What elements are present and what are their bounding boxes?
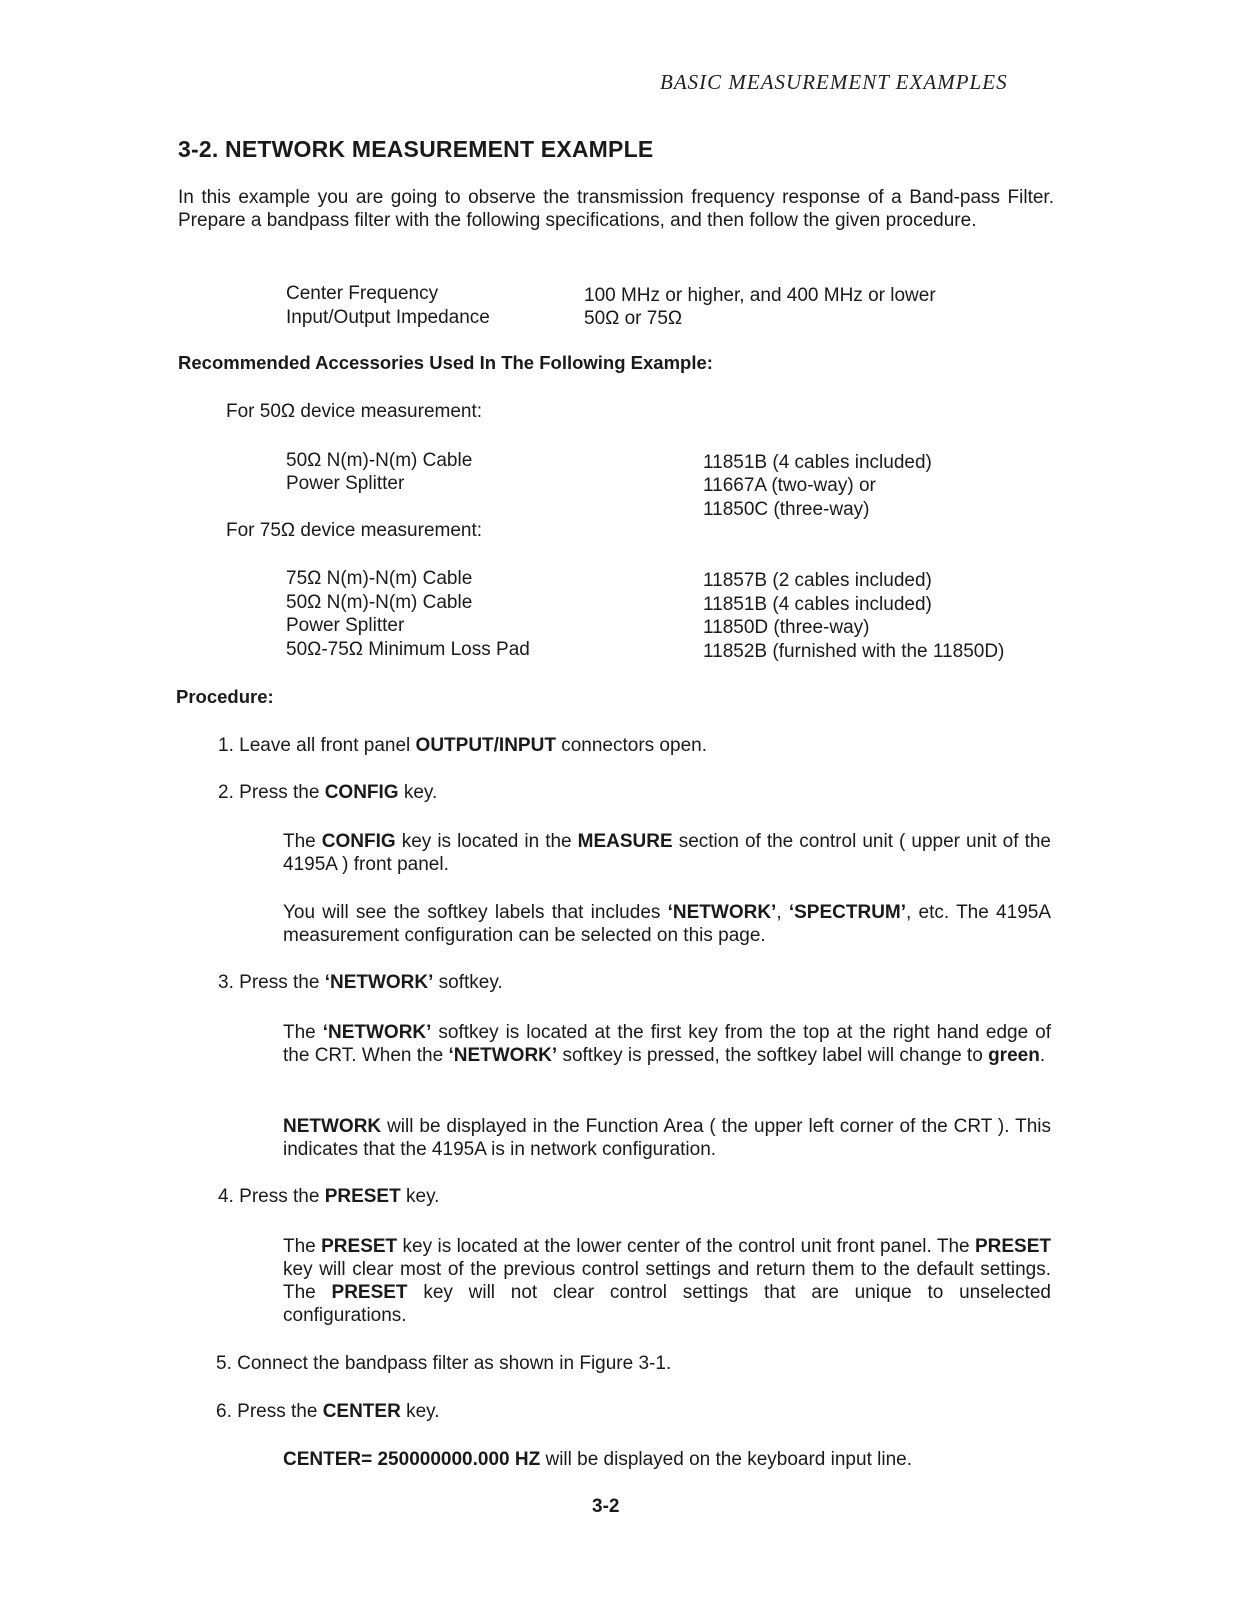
step-number: 6. bbox=[216, 1401, 232, 1422]
step-text: connectors open. bbox=[555, 735, 707, 756]
key-name: CONFIG bbox=[324, 782, 399, 803]
softkey-labels-note: You will see the softkey labels that includes ‘NETWORK’, ‘SPECTRUM’, etc. The 4195A measurement configuration can be selected on this page. bbox=[283, 902, 1051, 946]
step-text: Press the bbox=[239, 782, 325, 803]
spec-value-center-frequency: 100 MHz or higher, and 400 MHz or lower bbox=[584, 285, 936, 306]
step-text: key. bbox=[400, 1186, 440, 1207]
group-50-item-name: 50Ω N(m)-N(m) Cable bbox=[286, 450, 473, 471]
key-name: PRESET bbox=[324, 1186, 401, 1207]
group-50-item-part: 11850C (three-way) bbox=[703, 499, 870, 520]
spec-label-impedance: Input/Output Impedance bbox=[286, 307, 490, 328]
preset-location-note: The PRESET key is located at the lower center of the control unit front panel. The PRESET key will clear most of the previous control settings and return them to the default settings. The PRESET key will not clear control settings that are unique to unselected configurations. bbox=[283, 1236, 1051, 1326]
group-75-heading: For 75Ω device measurement: bbox=[226, 520, 483, 541]
step-number: 5. bbox=[216, 1353, 232, 1374]
accessories-heading: Recommended Accessories Used In The Following Example: bbox=[178, 352, 713, 373]
step-6 bbox=[216, 1400, 440, 1423]
step-4 bbox=[218, 1185, 439, 1208]
config-location-note: The CONFIG key is located in the MEASURE section of the control unit ( upper unit of the 4195A ) front panel. bbox=[283, 831, 1051, 875]
procedure-heading: Procedure: bbox=[176, 686, 274, 707]
step-text: Connect the bandpass filter as shown in Figure 3-1. bbox=[237, 1353, 672, 1374]
key-name: OUTPUT/INPUT bbox=[415, 735, 556, 756]
intro-paragraph: In this example you are going to observe the transmission frequency response of a Band-pass Filter. Prepare a bandpass filter with the following specifications, and then follow the given procedure. bbox=[178, 187, 1054, 231]
step-text: Press the bbox=[237, 1401, 323, 1422]
step-text: key. bbox=[398, 782, 438, 803]
step-number: 1. bbox=[218, 735, 234, 756]
network-location-note: The ‘NETWORK’ softkey is located at the first key from the top at the right hand edge of the CRT. When the ‘NETWORK’ softkey is pressed, the softkey label will change to green. bbox=[283, 1022, 1051, 1066]
step-2 bbox=[218, 781, 437, 804]
group-50-item-name: Power Splitter bbox=[286, 473, 405, 494]
step-5 bbox=[216, 1352, 671, 1375]
step-text: key. bbox=[400, 1401, 440, 1422]
group-75-item-name: Power Splitter bbox=[286, 615, 405, 636]
step-text: Press the bbox=[239, 972, 325, 993]
group-75-item-part: 11851B (4 cables included) bbox=[703, 594, 932, 615]
group-50-heading: For 50Ω device measurement: bbox=[226, 401, 483, 422]
step-number: 3. bbox=[218, 972, 234, 993]
group-75-item-part: 11852B (furnished with the 11850D) bbox=[703, 641, 1005, 662]
spec-value-impedance: 50Ω or 75Ω bbox=[584, 308, 683, 329]
step-number: 2. bbox=[218, 782, 234, 803]
group-75-item-name: 50Ω N(m)-N(m) Cable bbox=[286, 592, 473, 613]
group-75-item-name: 50Ω-75Ω Minimum Loss Pad bbox=[286, 639, 530, 660]
page-number: 3-2 bbox=[592, 1496, 620, 1517]
step-number: 4. bbox=[218, 1186, 234, 1207]
step-3 bbox=[218, 971, 503, 994]
step-text: softkey. bbox=[433, 972, 503, 993]
group-75-item-part: 11850D (three-way) bbox=[703, 617, 870, 638]
group-50-item-part: 11667A (two-way) or bbox=[703, 475, 876, 496]
step-text: Leave all front panel bbox=[239, 735, 416, 756]
key-name: CENTER bbox=[322, 1401, 401, 1422]
key-name: ‘NETWORK’ bbox=[324, 972, 434, 993]
step-text: Press the bbox=[239, 1186, 325, 1207]
network-display-note: NETWORK will be displayed in the Function Area ( the upper left corner of the CRT ). This indicates that the 4195A is in network configuration. bbox=[283, 1116, 1051, 1160]
spec-label-center-frequency: Center Frequency bbox=[286, 283, 439, 304]
center-display-note: CENTER= 250000000.000 HZ will be displayed on the keyboard input line. bbox=[283, 1449, 912, 1470]
step-1 bbox=[218, 734, 707, 757]
group-75-item-name: 75Ω N(m)-N(m) Cable bbox=[286, 568, 473, 589]
section-title: 3-2. NETWORK MEASUREMENT EXAMPLE bbox=[178, 136, 654, 162]
group-75-item-part: 11857B (2 cables included) bbox=[703, 570, 932, 591]
group-50-item-part: 11851B (4 cables included) bbox=[703, 452, 932, 473]
running-head: BASIC MEASUREMENT EXAMPLES bbox=[660, 70, 1008, 94]
